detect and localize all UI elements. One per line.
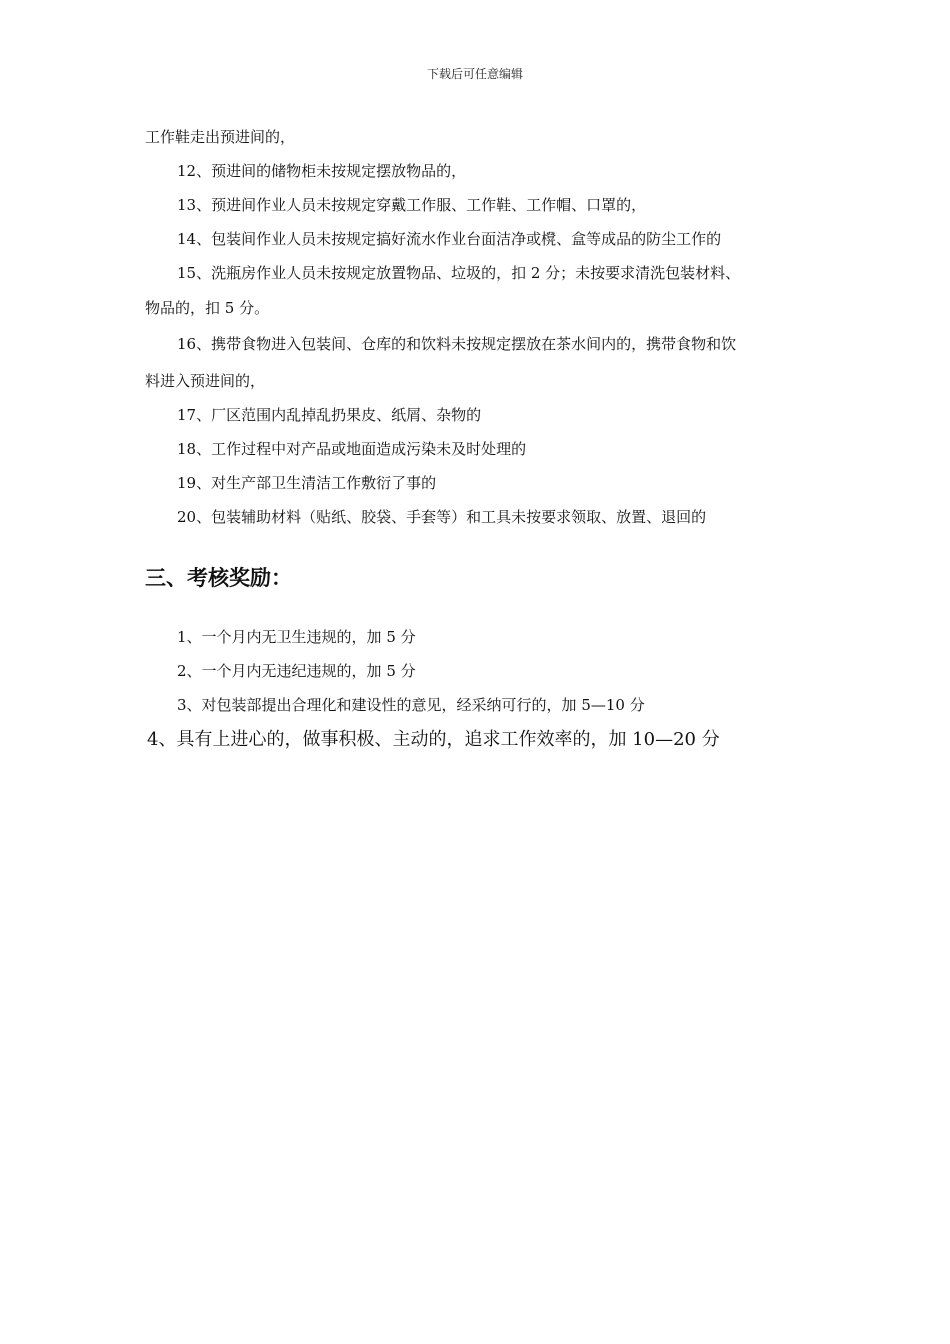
reward-item-3: 3、对包装部提出合理化和建设性的意见，经采纳可行的，加 5—10 分 <box>177 696 645 714</box>
violation-item-17: 17、厂区范围内乱掉乱扔果皮、纸屑、杂物的 <box>177 406 482 424</box>
section-heading-rewards: 三、考核奖励： <box>145 566 292 590</box>
page-header-note: 下载后可任意编辑 <box>426 67 523 81</box>
violation-item-16-line1: 16、携带食物进入包装间、仓库的和饮料未按规定摆放在茶水间内的，携带食物和饮 <box>177 335 737 353</box>
violation-item-13: 13、预进间作业人员未按规定穿戴工作服、工作鞋、工作帽、口罩的， <box>177 196 647 214</box>
violation-item-19: 19、对生产部卫生清洁工作敷衍了事的 <box>177 474 437 492</box>
reward-item-2: 2、一个月内无违纪违规的，加 5 分 <box>177 662 416 680</box>
reward-item-1: 1、一个月内无卫生违规的，加 5 分 <box>177 628 416 646</box>
violation-item-16-line2: 料进入预进间的， <box>145 372 266 390</box>
violation-item-20: 20、包装辅助材料（贴纸、胶袋、手套等）和工具未按要求领取、放置、退回的 <box>177 508 707 526</box>
reward-item-4: 4、具有上进心的，做事积极、主动的，追求工作效率的，加 10—20 分 <box>147 729 720 750</box>
violation-item-12: 12、预进间的储物柜未按规定摆放物品的， <box>177 162 467 180</box>
violation-item-15-line1: 15、洗瓶房作业人员未按规定放置物品、垃圾的，扣 2 分；未按要求清洗包装材料、 <box>177 264 741 282</box>
violation-item-11-continuation: 工作鞋走出预进间的， <box>145 128 296 146</box>
violation-item-14: 14、包装间作业人员未按规定搞好流水作业台面洁净或櫈、盒等成品的防尘工作的 <box>177 230 722 248</box>
violation-item-18: 18、工作过程中对产品或地面造成污染未及时处理的 <box>177 440 527 458</box>
violation-item-15-line2: 物品的，扣 5 分。 <box>145 299 270 317</box>
